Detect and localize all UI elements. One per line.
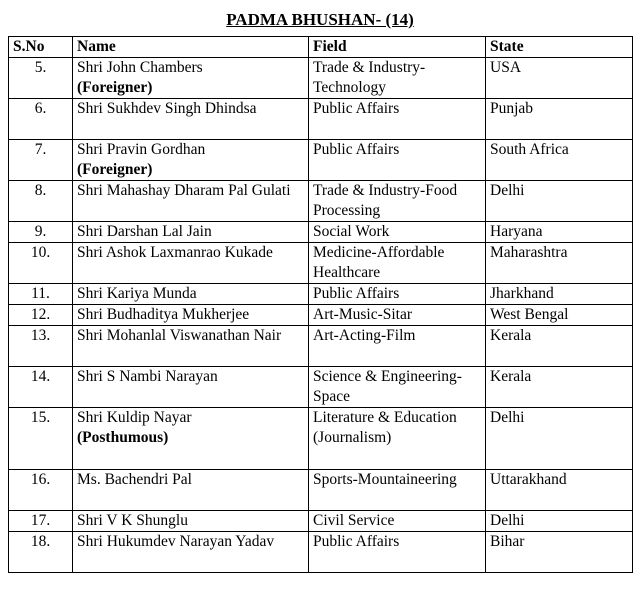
- table-row: [9, 58, 633, 99]
- awardees-table: [8, 36, 633, 573]
- table-row: [9, 99, 633, 140]
- cell-field: Public Affairs: [309, 532, 486, 573]
- cell-sno: 15.: [9, 408, 73, 470]
- cell-field: Art-Acting-Film: [309, 326, 486, 367]
- awardee-name: Shri Mohanlal Viswanathan Nair: [77, 327, 282, 344]
- cell-field: Trade & Industry-Food Processing: [309, 181, 486, 222]
- awardee-name: Shri Hukumdev Narayan Yadav: [77, 533, 275, 550]
- cell-name: [73, 243, 309, 284]
- cell-field: Medicine-Affordable Healthcare: [309, 243, 486, 284]
- awardee-note: (Posthumous): [77, 429, 169, 446]
- cell-sno: 14.: [9, 367, 73, 408]
- awardee-name: Shri Mahashay Dharam Pal Gulati: [77, 182, 291, 199]
- cell-field: Sports-Mountaineering: [309, 470, 486, 511]
- table-row: [9, 511, 633, 532]
- cell-state: Jharkhand: [486, 284, 633, 305]
- table-row: [9, 140, 633, 181]
- cell-state: Uttarakhand: [486, 470, 633, 511]
- cell-field: Art-Music-Sitar: [309, 305, 486, 326]
- cell-sno: 12.: [9, 305, 73, 326]
- cell-state: Maharashtra: [486, 243, 633, 284]
- cell-name: [73, 367, 309, 408]
- cell-name: [73, 305, 309, 326]
- awardee-name: Shri Pravin Gordhan: [77, 141, 206, 158]
- cell-sno: 5.: [9, 58, 73, 99]
- cell-sno: 9.: [9, 222, 73, 243]
- awardee-name: Shri Kariya Munda: [77, 285, 197, 302]
- cell-field: Public Affairs: [309, 284, 486, 305]
- table-header-row: [9, 37, 633, 58]
- awardee-name: Shri V K Shunglu: [77, 512, 188, 529]
- cell-sno: 16.: [9, 470, 73, 511]
- cell-name: [73, 222, 309, 243]
- cell-state: Punjab: [486, 99, 633, 140]
- cell-state: Delhi: [486, 511, 633, 532]
- page-title: PADMA BHUSHAN- (14): [226, 10, 414, 29]
- cell-state: Bihar: [486, 532, 633, 573]
- awardee-name: Ms. Bachendri Pal: [77, 471, 192, 488]
- cell-field: Public Affairs: [309, 99, 486, 140]
- cell-name: [73, 58, 309, 99]
- cell-name: [73, 408, 309, 470]
- cell-field: Public Affairs: [309, 140, 486, 181]
- cell-name: [73, 284, 309, 305]
- cell-field: Social Work: [309, 222, 486, 243]
- cell-state: Kerala: [486, 367, 633, 408]
- header-field: Field: [309, 37, 486, 58]
- cell-field: Civil Service: [309, 511, 486, 532]
- table-row: [9, 326, 633, 367]
- cell-sno: 18.: [9, 532, 73, 573]
- awardee-name: Shri S Nambi Narayan: [77, 368, 218, 385]
- cell-name: [73, 181, 309, 222]
- cell-name: [73, 326, 309, 367]
- awardee-note: (Foreigner): [77, 79, 153, 96]
- table-body: [9, 58, 633, 573]
- table-row: [9, 222, 633, 243]
- cell-sno: 13.: [9, 326, 73, 367]
- table-row: [9, 470, 633, 511]
- cell-sno: 10.: [9, 243, 73, 284]
- table-row: [9, 532, 633, 573]
- awardee-name: Shri Sukhdev Singh Dhindsa: [77, 100, 257, 117]
- table-row: [9, 243, 633, 284]
- header-name: Name: [73, 37, 309, 58]
- table-row: [9, 181, 633, 222]
- cell-name: [73, 511, 309, 532]
- cell-name: [73, 532, 309, 573]
- table-row: [9, 284, 633, 305]
- cell-field: Trade & Industry-Technology: [309, 58, 486, 99]
- cell-name: [73, 99, 309, 140]
- cell-state: Kerala: [486, 326, 633, 367]
- cell-field: Literature & Education (Journalism): [309, 408, 486, 470]
- cell-state: Delhi: [486, 408, 633, 470]
- cell-sno: 17.: [9, 511, 73, 532]
- cell-sno: 6.: [9, 99, 73, 140]
- cell-name: [73, 140, 309, 181]
- cell-sno: 11.: [9, 284, 73, 305]
- awardee-name: Shri Budhaditya Mukherjee: [77, 306, 250, 323]
- cell-state: USA: [486, 58, 633, 99]
- table-row: [9, 367, 633, 408]
- table-row: [9, 305, 633, 326]
- cell-name: [73, 470, 309, 511]
- table-row: [9, 408, 633, 470]
- awardee-name: Shri John Chambers: [77, 59, 203, 76]
- header-sno: S.No: [9, 37, 73, 58]
- cell-state: Delhi: [486, 181, 633, 222]
- cell-sno: 8.: [9, 181, 73, 222]
- cell-field: Science & Engineering-Space: [309, 367, 486, 408]
- awardee-name: Shri Darshan Lal Jain: [77, 223, 212, 240]
- cell-sno: 7.: [9, 140, 73, 181]
- header-state: State: [486, 37, 633, 58]
- awardee-name: Shri Kuldip Nayar: [77, 409, 192, 426]
- awardee-name: Shri Ashok Laxmanrao Kukade: [77, 244, 273, 261]
- cell-state: West Bengal: [486, 305, 633, 326]
- awardee-note: (Foreigner): [77, 161, 153, 178]
- cell-state: South Africa: [486, 140, 633, 181]
- cell-state: Haryana: [486, 222, 633, 243]
